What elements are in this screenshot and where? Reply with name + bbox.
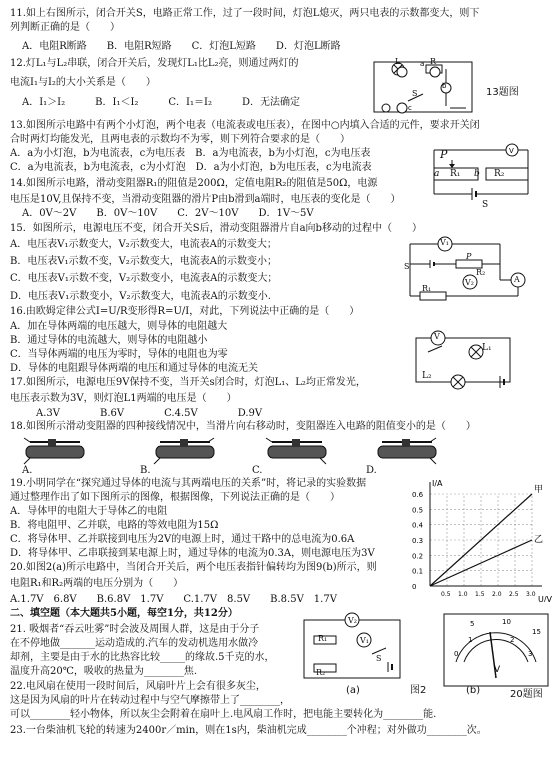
q19-option-b: B．将电阻甲、乙并联，电路的等效电阻为15Ω <box>10 520 219 531</box>
q14-label-S: S <box>482 200 489 210</box>
q11-stem-2: 列判断正确的是（ ） <box>10 22 120 33</box>
q23-stem: 23.一台柴油机飞轮的转速为2400r／min，则在1s内，柴油机完成________个冲程；对外做功________次。 <box>10 725 487 736</box>
q20-stem-2: 电阻R₁和R₂两端的电压分别为（ ） <box>10 578 184 589</box>
meter-tick-3: 3 <box>528 650 533 658</box>
q15-label-P: P <box>466 252 472 261</box>
q15-label-V1: V₁ <box>440 238 449 247</box>
q20-stem: 20.如图2(a)所示电路中，当闭合开关后，两个电压表指针偏转均为图9(b)所示，则 <box>10 562 377 573</box>
q11-label-L: L <box>395 57 401 66</box>
q18-rheostat-c <box>262 436 332 466</box>
q15-label-A: A <box>514 275 520 284</box>
q15-label-R1: R₁ <box>422 284 432 293</box>
meter-tick-0a: 0 <box>454 650 459 658</box>
q19-option-d: D．将导体甲、乙串联接到某电源上时，通过导体的电流为0.3A，则电源电压为3V <box>10 548 375 559</box>
fig20a-label: (a) <box>346 685 360 696</box>
q11-options: A．电阻R断路 B．电阻R短路 C．灯泡L短路 D．灯泡L断路 <box>22 41 341 52</box>
q15-label-R2: R₂ <box>476 268 486 277</box>
q19-option-a: A．导体甲的电阻大于导体乙的电阻 <box>10 506 168 517</box>
q20-label-V2: V₂ <box>348 616 357 625</box>
q20b-voltmeter-dial <box>440 612 552 688</box>
q14-label-P: P <box>440 148 448 161</box>
q18-label-c: C. <box>252 465 263 476</box>
q16-option-b: B．通过导体的电流越大，则导体的电阻越小 <box>10 335 208 346</box>
y-tick-label: 0.3 <box>412 537 424 545</box>
series-line-2 <box>430 540 532 586</box>
q13-circuit <box>380 60 480 116</box>
q13-circuit-diagram <box>376 54 377 55</box>
svg-text:b: b <box>442 82 447 90</box>
y-tick-label: 0.2 <box>412 552 424 561</box>
x-tick-label: 1.5 <box>475 591 485 598</box>
q18-label-a: A. <box>22 465 33 476</box>
x-tick-label: 0.5 <box>441 591 451 598</box>
q14-label-R2: R₂ <box>494 169 505 179</box>
y-tick-label: 0.6 <box>412 491 424 499</box>
q14-label-a: a <box>434 169 440 179</box>
fig2-caption: 图2 <box>410 685 427 696</box>
svg-text:V: V <box>509 147 514 155</box>
q21-stem-2: 在不停地做_______运动造成的.汽车的发动机选用水做冷 <box>10 638 259 649</box>
q19-stem: 19.小明同学在“探究通过导体的电流与其两端电压的关系”时，将记录的实验数据 <box>10 478 367 489</box>
y-tick-label: 0.5 <box>412 506 424 515</box>
x-tick-label: 1.0 <box>458 591 468 598</box>
q11-label-S: S <box>412 89 418 98</box>
q16-option-d: D．导体的电阻跟导体两端的电压和通过导体的电流无关 <box>10 363 259 374</box>
q15-option-c: C．电压表V₁示数不变，V₂示数变小，电流表A的示数变大； <box>10 273 278 284</box>
q19-stem-2: 通过整理作出了如下图所示的图像，根据图像，下列说法正确的是（ ） <box>10 492 340 503</box>
q18-rheostat-a <box>20 436 90 466</box>
q18-rheostat-b <box>150 436 220 466</box>
q15-label-S: S <box>404 262 410 271</box>
q16-option-c: C．当导体两端的电压为零时，导体的电阻也为零 <box>10 349 228 360</box>
q20-options: A.1.7V 6.8V B.6.8V 1.7V C.1.7V 8.5V B.8.5V 1.7V <box>10 594 337 605</box>
meter-tick-1: 1 <box>468 636 473 644</box>
series-label-2: 乙 <box>534 535 544 545</box>
q21-stem-3: 却剂，主要是由于水的比热容比较_____的缘故.5千克的水， <box>10 652 275 663</box>
q17-label-V: V <box>434 332 440 341</box>
q14-stem-2: 电压是10V,且保持不变，当滑动变阻器的滑片P由b滑到a端时，电压表的变化是（ ） <box>10 194 401 205</box>
meter-tick-15: 15 <box>532 628 541 636</box>
q11-label-R: R <box>430 57 437 66</box>
q13-stem-2: 合时两灯均能发光，且两电表的示数均不为零，则下列符合要求的是（ ） <box>10 134 350 145</box>
q15-circuit-diagram <box>400 234 530 306</box>
x-axis-label: U/V <box>538 595 552 602</box>
q17-label-L1: L₁ <box>482 343 492 353</box>
q12-stem-2: 电流I₁与I₂的大小关系是（ ） <box>10 77 156 88</box>
q15-label-V2: V₂ <box>465 278 474 287</box>
meter-tick-10: 10 <box>502 618 511 626</box>
q21-stem: 21. 吸烟者“吞云吐雾”时会波及周围人群，这是由于分子 <box>10 624 260 635</box>
q16-option-a: A．加在导体两端的电压越大，则导体的电阻越大 <box>10 321 228 332</box>
q20-label-R1: R₁ <box>318 634 328 643</box>
q15-option-d: D．电压表V₁示数变小，V₂示数变大，电流表A的示数变小. <box>10 291 271 302</box>
q15-option-a: A．电压表V₁示数变大，V₂示数变大，电流表A的示数变大； <box>10 239 277 250</box>
q20-label-S: S <box>376 654 382 663</box>
q17-options: A.3V B.6V C.4.5V D.9V <box>36 408 263 419</box>
y-tick-label: 0 <box>412 583 417 591</box>
y-tick-label: 0.1 <box>412 567 424 576</box>
q16-stem: 16.由欧姆定律公式I=U/R变形得R=U/I，对此，下列说法中正确的是（ ） <box>10 306 360 317</box>
q14-label-b: b <box>474 169 480 179</box>
fig13-caption: 13题图 <box>486 87 519 98</box>
fig20-caption: 20题图 <box>510 689 543 700</box>
q12-stem: 12.灯L₁与L₂串联，闭合开关后，发现灯L₁比L₂亮，则通过两灯的 <box>10 58 299 69</box>
q17-stem-2: 电压表示数为3V，则灯泡L1两端的电压是（ ） <box>10 393 237 404</box>
q12-options: A．I₁＞I₂ B．I₁＜I₂ C．I₁＝I₂ D．无法确定 <box>22 97 300 108</box>
q22-stem: 22.电风扇在使用一段时间后，风扇叶片上会有很多灰尘， <box>10 681 266 692</box>
q13-options-2: C．a为电流表，b为电流表，c为小灯泡 D．a为小灯泡，b为电压表，c为电流表 <box>10 162 372 173</box>
y-tick-label: 0.4 <box>412 521 424 530</box>
q22-stem-3: 可以________轻小物体，所以灰尘会附着在扇叶上.电风扇工作时，把电能主要转化为________能. <box>10 709 437 720</box>
q20-label-R2: R₂ <box>316 668 326 677</box>
svg-text:c: c <box>408 104 412 112</box>
q19-option-c: C．将导体甲、乙并联接到电压为2V的电源上时，通过干路中的总电流为0.6A <box>10 534 355 545</box>
q17-circuit-diagram <box>408 330 518 392</box>
meter-tick-5: 5 <box>470 620 475 628</box>
q14-options: A．0V～2V B．0V～10V C．2V～10V D．1V～5V <box>22 208 314 219</box>
x-tick-label: 2.5 <box>509 591 519 598</box>
meter-unit: V <box>494 665 501 675</box>
q19-iu-graph <box>404 478 552 602</box>
q18-label-b: B. <box>140 465 151 476</box>
q20-label-V1: V₁ <box>360 636 369 645</box>
fig20b-label: (b) <box>466 685 481 696</box>
q13-stem: 13.如图所示电路中有两个小灯泡，两个电表（电流表或电压表），在图中○内填入合适的元件，要求开关闭 <box>10 120 480 131</box>
section-2-heading: 二、填空题（本大题共5小题，每空1分，共12分） <box>10 608 238 619</box>
q18-label-d: D. <box>366 465 377 476</box>
q22-stem-2: 这是因为风扇的叶片在转动过程中与空气摩擦带上了________， <box>10 695 290 706</box>
q17-stem: 17.如图所示，电源电压9V保持不变，当开关s闭合时，灯泡L₁、L₂均正常发光， <box>10 377 366 388</box>
meter-tick-2: 2 <box>510 636 515 644</box>
q15-stem: 15．如图所示，电源电压不变，闭合开关S后，滑动变阻器滑片自a向b移动的过程中（ ） <box>10 223 422 234</box>
q14-label-R1: R₁ <box>450 169 461 179</box>
q18-rheostat-d <box>372 436 442 466</box>
q21-stem-4: 温度升高20℃，吸收的热量为________焦. <box>10 666 198 677</box>
q14-stem: 14.如图所示电路，滑动变阻器R₁的阻值是200Ω，定值电阻R₂的阻值是50Ω，电源 <box>10 178 378 189</box>
x-tick-label: 3.0 <box>526 591 536 598</box>
q15-option-b: B．电压表V₁示数不变，V₂示数变大，电流表A的示数变小； <box>10 256 278 267</box>
q18-stem: 18.如图所示滑动变阻器的四种接线情况中，当滑片向右移动时，变阻器连入电路的阻值变小的是（ ） <box>10 421 476 432</box>
y-axis-label: I/A <box>432 479 443 488</box>
q11-stem: 11.如上右图所示，闭合开关S，电路正常工作，过了一段时间，灯泡L熄灭，两只电表的示数都变大，则下 <box>10 8 480 19</box>
svg-text:a: a <box>420 60 425 68</box>
x-tick-label: 2.0 <box>492 591 502 598</box>
series-label-1: 甲 <box>534 485 544 495</box>
q13-options-1: A．a为小灯泡，b为电流表，c为电压表 B．a为电流表，b为小灯泡，c为电压表 <box>10 148 371 159</box>
q17-label-L2: L₂ <box>422 371 432 381</box>
